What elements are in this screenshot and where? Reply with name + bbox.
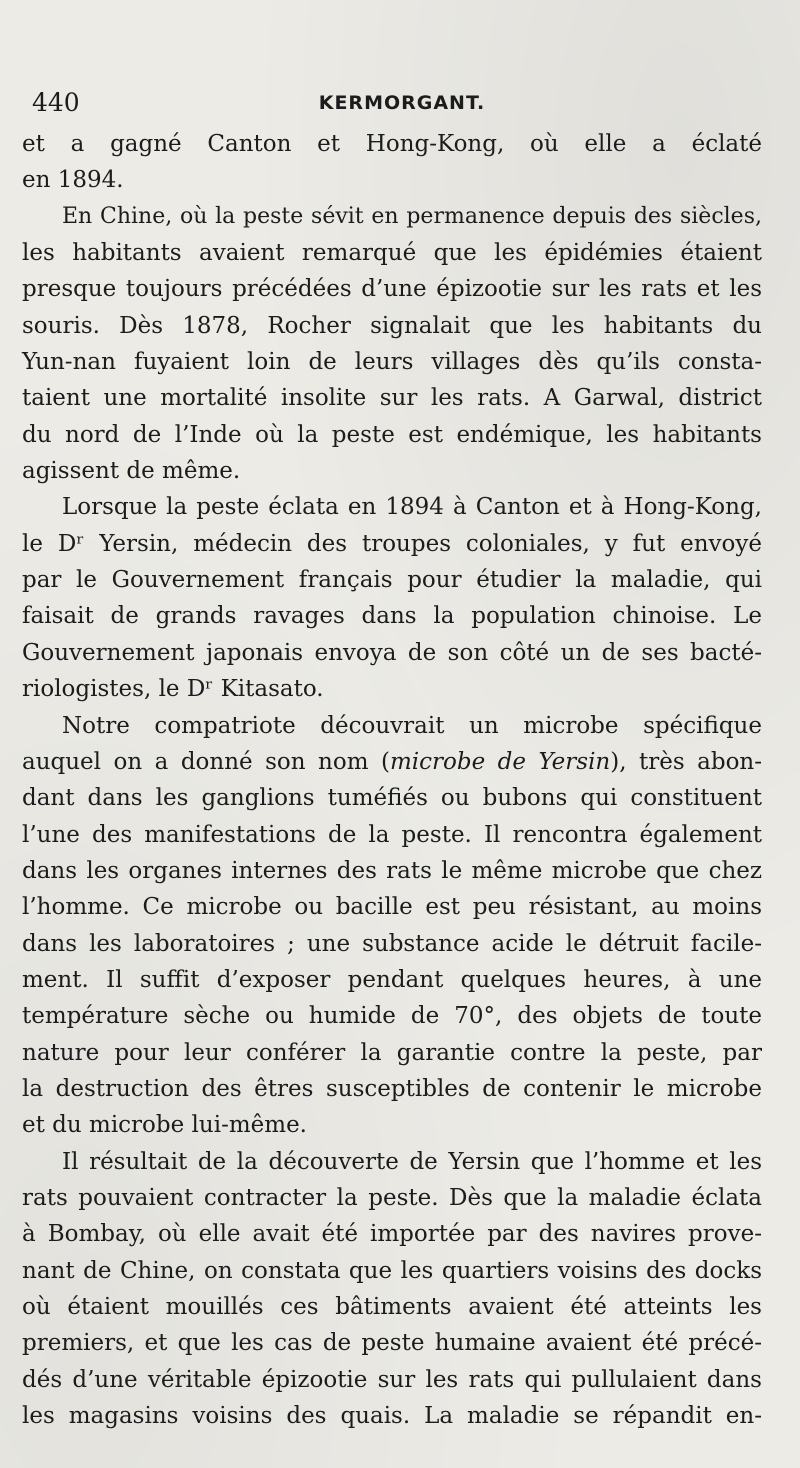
text-line: Il résultait de la découverte de Yersin que l’homme et les bbox=[62, 1148, 762, 1175]
text-line: par le Gouvernement français pour étudier la maladie, qui bbox=[22, 567, 762, 594]
text-line: premiers, et que les cas de peste humaine avaient été précé- bbox=[22, 1330, 762, 1357]
text-line: du nord de l’Inde où la peste est endémique, les habitants bbox=[22, 421, 762, 448]
text-line: où étaient mouillés ces bâtiments avaient été atteints les bbox=[22, 1294, 762, 1320]
text-line: dés d’une véritable épizootie sur les rats qui pullulaient dans bbox=[22, 1366, 762, 1393]
running-head: KERMORGANT. bbox=[318, 92, 486, 114]
page-number: 440 bbox=[32, 88, 80, 117]
text-line: souris. Dès 1878, Rocher signalait que les habitants du bbox=[22, 312, 762, 339]
text-line: rats pouvaient contracter la peste. Dès que la maladie éclata bbox=[22, 1184, 762, 1211]
text-line: presque toujours précédées d’une épizootie sur les rats et les bbox=[22, 276, 762, 303]
text-line: En Chine, où la peste sévit en permanence depuis des siècles, bbox=[62, 203, 762, 229]
text-line: en 1894. bbox=[22, 167, 124, 194]
text-line: les magasins voisins des quais. La maladie se répandit en- bbox=[22, 1403, 762, 1430]
page-header bbox=[32, 86, 772, 120]
body-text bbox=[22, 126, 762, 1434]
text-line: Gouvernement japonais envoya de son côté un de ses bacté- bbox=[22, 639, 762, 666]
text-line: les habitants avaient remarqué que les épidémies étaient bbox=[22, 240, 762, 267]
text-line: auquel on a donné son nom (microbe de Yersin), très abon- bbox=[22, 748, 763, 775]
text-line: et du microbe lui-même. bbox=[22, 1112, 307, 1139]
text-line: taient une mortalité insolite sur les rats. A Garwal, district bbox=[22, 385, 762, 412]
text-line: nant de Chine, on constata que les quartiers voisins des docks bbox=[22, 1257, 762, 1284]
text-line: et a gagné Canton et Hong-Kong, où elle a éclaté bbox=[22, 131, 762, 157]
text-line: agissent de même. bbox=[22, 458, 241, 485]
text-line: Notre compatriote découvrait un microbe spécifique bbox=[62, 712, 762, 739]
text-line: dant dans les ganglions tuméfiés ou bubons qui constituent bbox=[22, 785, 762, 812]
text-line: Lorsque la peste éclata en 1894 à Canton et à Hong-Kong, bbox=[62, 494, 762, 521]
italic-phrase: microbe de Yersin bbox=[389, 748, 611, 775]
text-line: l’une des manifestations de la peste. Il rencontra également bbox=[22, 821, 762, 848]
text-line: à Bombay, où elle avait été importée par des navires prove- bbox=[22, 1221, 762, 1248]
text-line: la destruction des êtres susceptibles de contenir le microbe bbox=[22, 1075, 762, 1102]
text-line: ment. Il suffit d’exposer pendant quelques heures, à une bbox=[22, 966, 762, 993]
text-line: riologistes, le Dʳ Kitasato. bbox=[22, 676, 324, 703]
text-line: faisait de grands ravages dans la population chinoise. Le bbox=[22, 603, 762, 630]
text-line: dans les laboratoires ; une substance acide le détruit facile- bbox=[22, 930, 762, 957]
text-line: l’homme. Ce microbe ou bacille est peu résistant, au moins bbox=[22, 894, 762, 921]
text-line: dans les organes internes des rats le même microbe que chez bbox=[22, 857, 762, 884]
text-line: température sèche ou humide de 70°, des objets de toute bbox=[22, 1003, 762, 1030]
text-line: Yun-nan fuyaient loin de leurs villages dès qu’ils consta- bbox=[22, 349, 762, 376]
text-line: nature pour leur conférer la garantie contre la peste, par bbox=[22, 1039, 762, 1066]
text-line: le Dʳ Yersin, médecin des troupes coloniales, y fut envoyé bbox=[22, 530, 762, 557]
